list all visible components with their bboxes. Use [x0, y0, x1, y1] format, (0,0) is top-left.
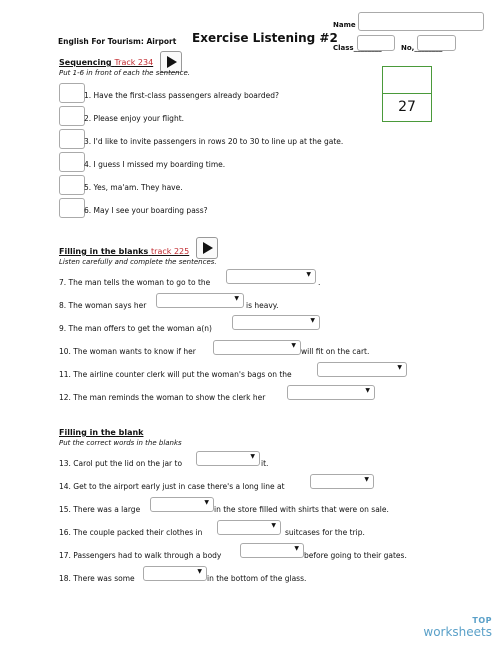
blank-instruction: Put the correct words in the blanks	[59, 439, 182, 447]
order-input[interactable]	[59, 129, 85, 149]
chevron-down-icon: ▼	[234, 295, 239, 302]
question-row: 12. The man reminds the woman to show the clerk her	[59, 393, 266, 402]
answer-dropdown[interactable]	[156, 293, 244, 308]
answer-dropdown[interactable]	[196, 451, 260, 466]
sequence-text: 3. I'd like to invite passengers in rows 20 to 30 to line up at the gate.	[84, 137, 344, 146]
chevron-down-icon: ▼	[310, 317, 315, 324]
score-value: 27	[398, 99, 416, 115]
question-suffix: before going to their gates.	[304, 551, 407, 560]
question-row: 16. The couple packed their clothes in	[59, 528, 203, 537]
chevron-down-icon: ▼	[271, 522, 276, 529]
answer-dropdown[interactable]	[232, 315, 320, 330]
question-row: 13. Carol put the lid on the jar to	[59, 459, 183, 468]
question-row: 11. The airline counter clerk will put the woman's bags on the	[59, 370, 292, 379]
number-label: No,________	[401, 44, 443, 52]
answer-dropdown[interactable]	[150, 497, 214, 512]
class-field[interactable]	[357, 35, 395, 51]
name-field[interactable]	[358, 12, 484, 31]
answer-dropdown[interactable]	[317, 362, 407, 377]
question-row: 10. The woman wants to know if her	[59, 347, 196, 356]
answer-dropdown[interactable]	[213, 340, 301, 355]
question-row: 15. There was a large	[59, 505, 141, 514]
chevron-down-icon: ▼	[397, 364, 402, 371]
answer-dropdown[interactable]	[310, 474, 374, 489]
score-box	[382, 66, 432, 122]
course-title: English For Tourism: Airport	[58, 37, 177, 46]
question-row: 18. There was some	[59, 574, 135, 583]
question-suffix: in the store filled with shirts that were on sale.	[214, 505, 389, 514]
answer-dropdown[interactable]	[287, 385, 375, 400]
chevron-down-icon: ▼	[250, 453, 255, 460]
order-input[interactable]	[59, 198, 85, 218]
chevron-down-icon: ▼	[306, 271, 311, 278]
answer-dropdown[interactable]	[240, 543, 304, 558]
name-label: Name	[333, 21, 356, 29]
sequencing-title: Sequencing Track 234	[59, 58, 154, 67]
sequence-text: 2. Please enjoy your flight.	[84, 114, 185, 123]
question-row: 9. The man offers to get the woman a(n)	[59, 324, 212, 333]
answer-dropdown[interactable]	[226, 269, 316, 284]
chevron-down-icon: ▼	[365, 387, 370, 394]
sequence-text: 5. Yes, ma'am. They have.	[84, 183, 183, 192]
sequence-text: 4. I guess I missed my boarding time.	[84, 160, 226, 169]
chevron-down-icon: ▼	[197, 568, 202, 575]
question-row: 8. The woman says her	[59, 301, 147, 310]
sequencing-track: Track 234	[114, 58, 154, 67]
sequence-text: 6. May I see your boarding pass?	[84, 206, 208, 215]
chevron-down-icon: ▼	[291, 342, 296, 349]
order-input[interactable]	[59, 152, 85, 172]
sequencing-instruction: Put 1-6 in front of each the sentence.	[59, 69, 190, 77]
number-field[interactable]	[417, 35, 456, 51]
chevron-down-icon: ▼	[364, 476, 369, 483]
question-suffix: suitcases for the trip.	[285, 528, 365, 537]
topworksheets-logo: TOP worksheets	[423, 616, 492, 639]
question-row: 14. Get to the airport early just in case there's a long line at	[59, 482, 285, 491]
blanks-instruction: Listen carefully and complete the sentences.	[59, 258, 217, 266]
question-suffix: it.	[261, 459, 269, 468]
blanks-title: Filling in the blanks track 225	[59, 247, 190, 256]
chevron-down-icon: ▼	[294, 545, 299, 552]
order-input[interactable]	[59, 175, 85, 195]
answer-dropdown[interactable]	[143, 566, 207, 581]
page-title: Exercise Listening #2	[192, 31, 338, 45]
order-input[interactable]	[59, 83, 85, 103]
question-row: 7. The man tells the woman to go to the	[59, 278, 211, 287]
class-label: Class________	[333, 44, 382, 52]
question-suffix: is heavy.	[246, 301, 279, 310]
blanks-track: track 225	[151, 247, 190, 256]
question-suffix: .	[318, 278, 321, 287]
play-icon[interactable]	[196, 237, 218, 259]
answer-dropdown[interactable]	[217, 520, 281, 535]
sequence-text: 1. Have the first-class passengers already boarded?	[84, 91, 279, 100]
order-input[interactable]	[59, 106, 85, 126]
question-suffix: in the bottom of the glass.	[207, 574, 307, 583]
question-suffix: will fit on the cart.	[301, 347, 370, 356]
question-row: 17. Passengers had to walk through a body	[59, 551, 222, 560]
blank-title: Filling in the blank	[59, 428, 144, 437]
chevron-down-icon: ▼	[204, 499, 209, 506]
